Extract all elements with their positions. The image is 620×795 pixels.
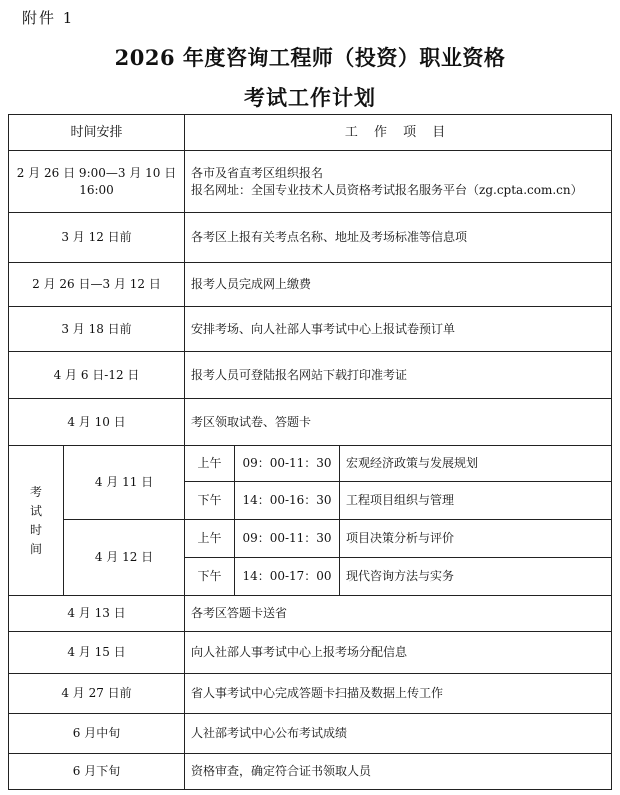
row-item: 考区领取试卷、答题卡 <box>185 399 612 446</box>
table-row <box>9 263 612 307</box>
table-row <box>9 754 612 790</box>
item-header: 工 作 项 目 <box>185 115 612 151</box>
session-subject: 项目决策分析与评价 <box>340 520 612 558</box>
table-row <box>9 596 612 632</box>
row-date: 4 月 13 日 <box>9 596 185 632</box>
session-period: 上午 <box>185 520 235 558</box>
exam-label-char: 试 <box>29 503 42 518</box>
table-row <box>9 674 612 714</box>
row-date: 3 月 12 日前 <box>9 213 185 263</box>
session-subject: 宏观经济政策与发展规划 <box>340 446 612 482</box>
header-row <box>9 115 612 151</box>
table-row <box>9 352 612 399</box>
row-item: 省人事考试中心完成答题卡扫描及数据上传工作 <box>185 674 612 714</box>
row-date: 2 月 26 日—3 月 12 日 <box>9 263 185 307</box>
document-title: 2026 年度咨询工程师（投资）职业资格 <box>114 45 506 70</box>
session-time: 09：00-11：30 <box>235 446 340 482</box>
exam-time-label <box>9 446 64 596</box>
session-period: 下午 <box>185 558 235 596</box>
row-item: 向人社部人事考试中心上报考场分配信息 <box>185 632 612 674</box>
row-item: 安排考场、向人社部人事考试中心上报试卷预订单 <box>185 307 612 352</box>
row-date: 4 月 27 日前 <box>9 674 185 714</box>
row-item: 各考区上报有关考点名称、地址及考场标准等信息项 <box>185 213 612 263</box>
document-subtitle: 考试工作计划 <box>244 85 376 110</box>
row-date: 6 月下旬 <box>9 754 185 790</box>
registration-site: 报名网址：全国专业技术人员资格考试报名服务平台（zg.cpta.com.cn） <box>191 182 583 197</box>
session-subject: 现代咨询方法与实务 <box>340 558 612 596</box>
row-item: 人社部考试中心公布考试成绩 <box>185 714 612 754</box>
session-period: 下午 <box>185 482 235 520</box>
exam-day-date: 4 月 11 日 <box>64 446 185 520</box>
exam-label-char: 时 <box>29 522 42 537</box>
schedule-table <box>8 114 612 790</box>
row-date: 6 月中旬 <box>9 714 185 754</box>
exam-label-char: 考 <box>29 484 42 499</box>
row-date: 3 月 18 日前 <box>9 307 185 352</box>
row-date: 4 月 6 日-12 日 <box>9 352 185 399</box>
row-item <box>185 151 612 213</box>
row-item: 资格审查，确定符合证书领取人员 <box>185 754 612 790</box>
row-item: 各考区答题卡送省 <box>185 596 612 632</box>
row-item: 报考人员可登陆报名网站下载打印准考证 <box>185 352 612 399</box>
attachment-label: 附件 1 <box>22 9 75 27</box>
table-row <box>9 307 612 352</box>
exam-session-row <box>9 520 612 558</box>
row-item: 报考人员完成网上缴费 <box>185 263 612 307</box>
session-time: 09：00-11：30 <box>235 520 340 558</box>
session-time: 14：00-17：00 <box>235 558 340 596</box>
row-date: 4 月 10 日 <box>9 399 185 446</box>
session-subject: 工程项目组织与管理 <box>340 482 612 520</box>
table-row <box>9 632 612 674</box>
session-time: 14：00-16：30 <box>235 482 340 520</box>
exam-session-row <box>9 446 612 482</box>
table-row <box>9 399 612 446</box>
row-item-line: 各市及省直考区组织报名 <box>191 165 324 180</box>
session-period: 上午 <box>185 446 235 482</box>
row-date: 4 月 15 日 <box>9 632 185 674</box>
row-date: 2 月 26 日 9:00—3 月 10 日 16:00 <box>9 151 185 213</box>
table-row <box>9 213 612 263</box>
table-row <box>9 714 612 754</box>
exam-day-date: 4 月 12 日 <box>64 520 185 596</box>
table-row <box>9 151 612 213</box>
time-header: 时间安排 <box>9 115 185 151</box>
exam-label-char: 间 <box>29 541 42 556</box>
